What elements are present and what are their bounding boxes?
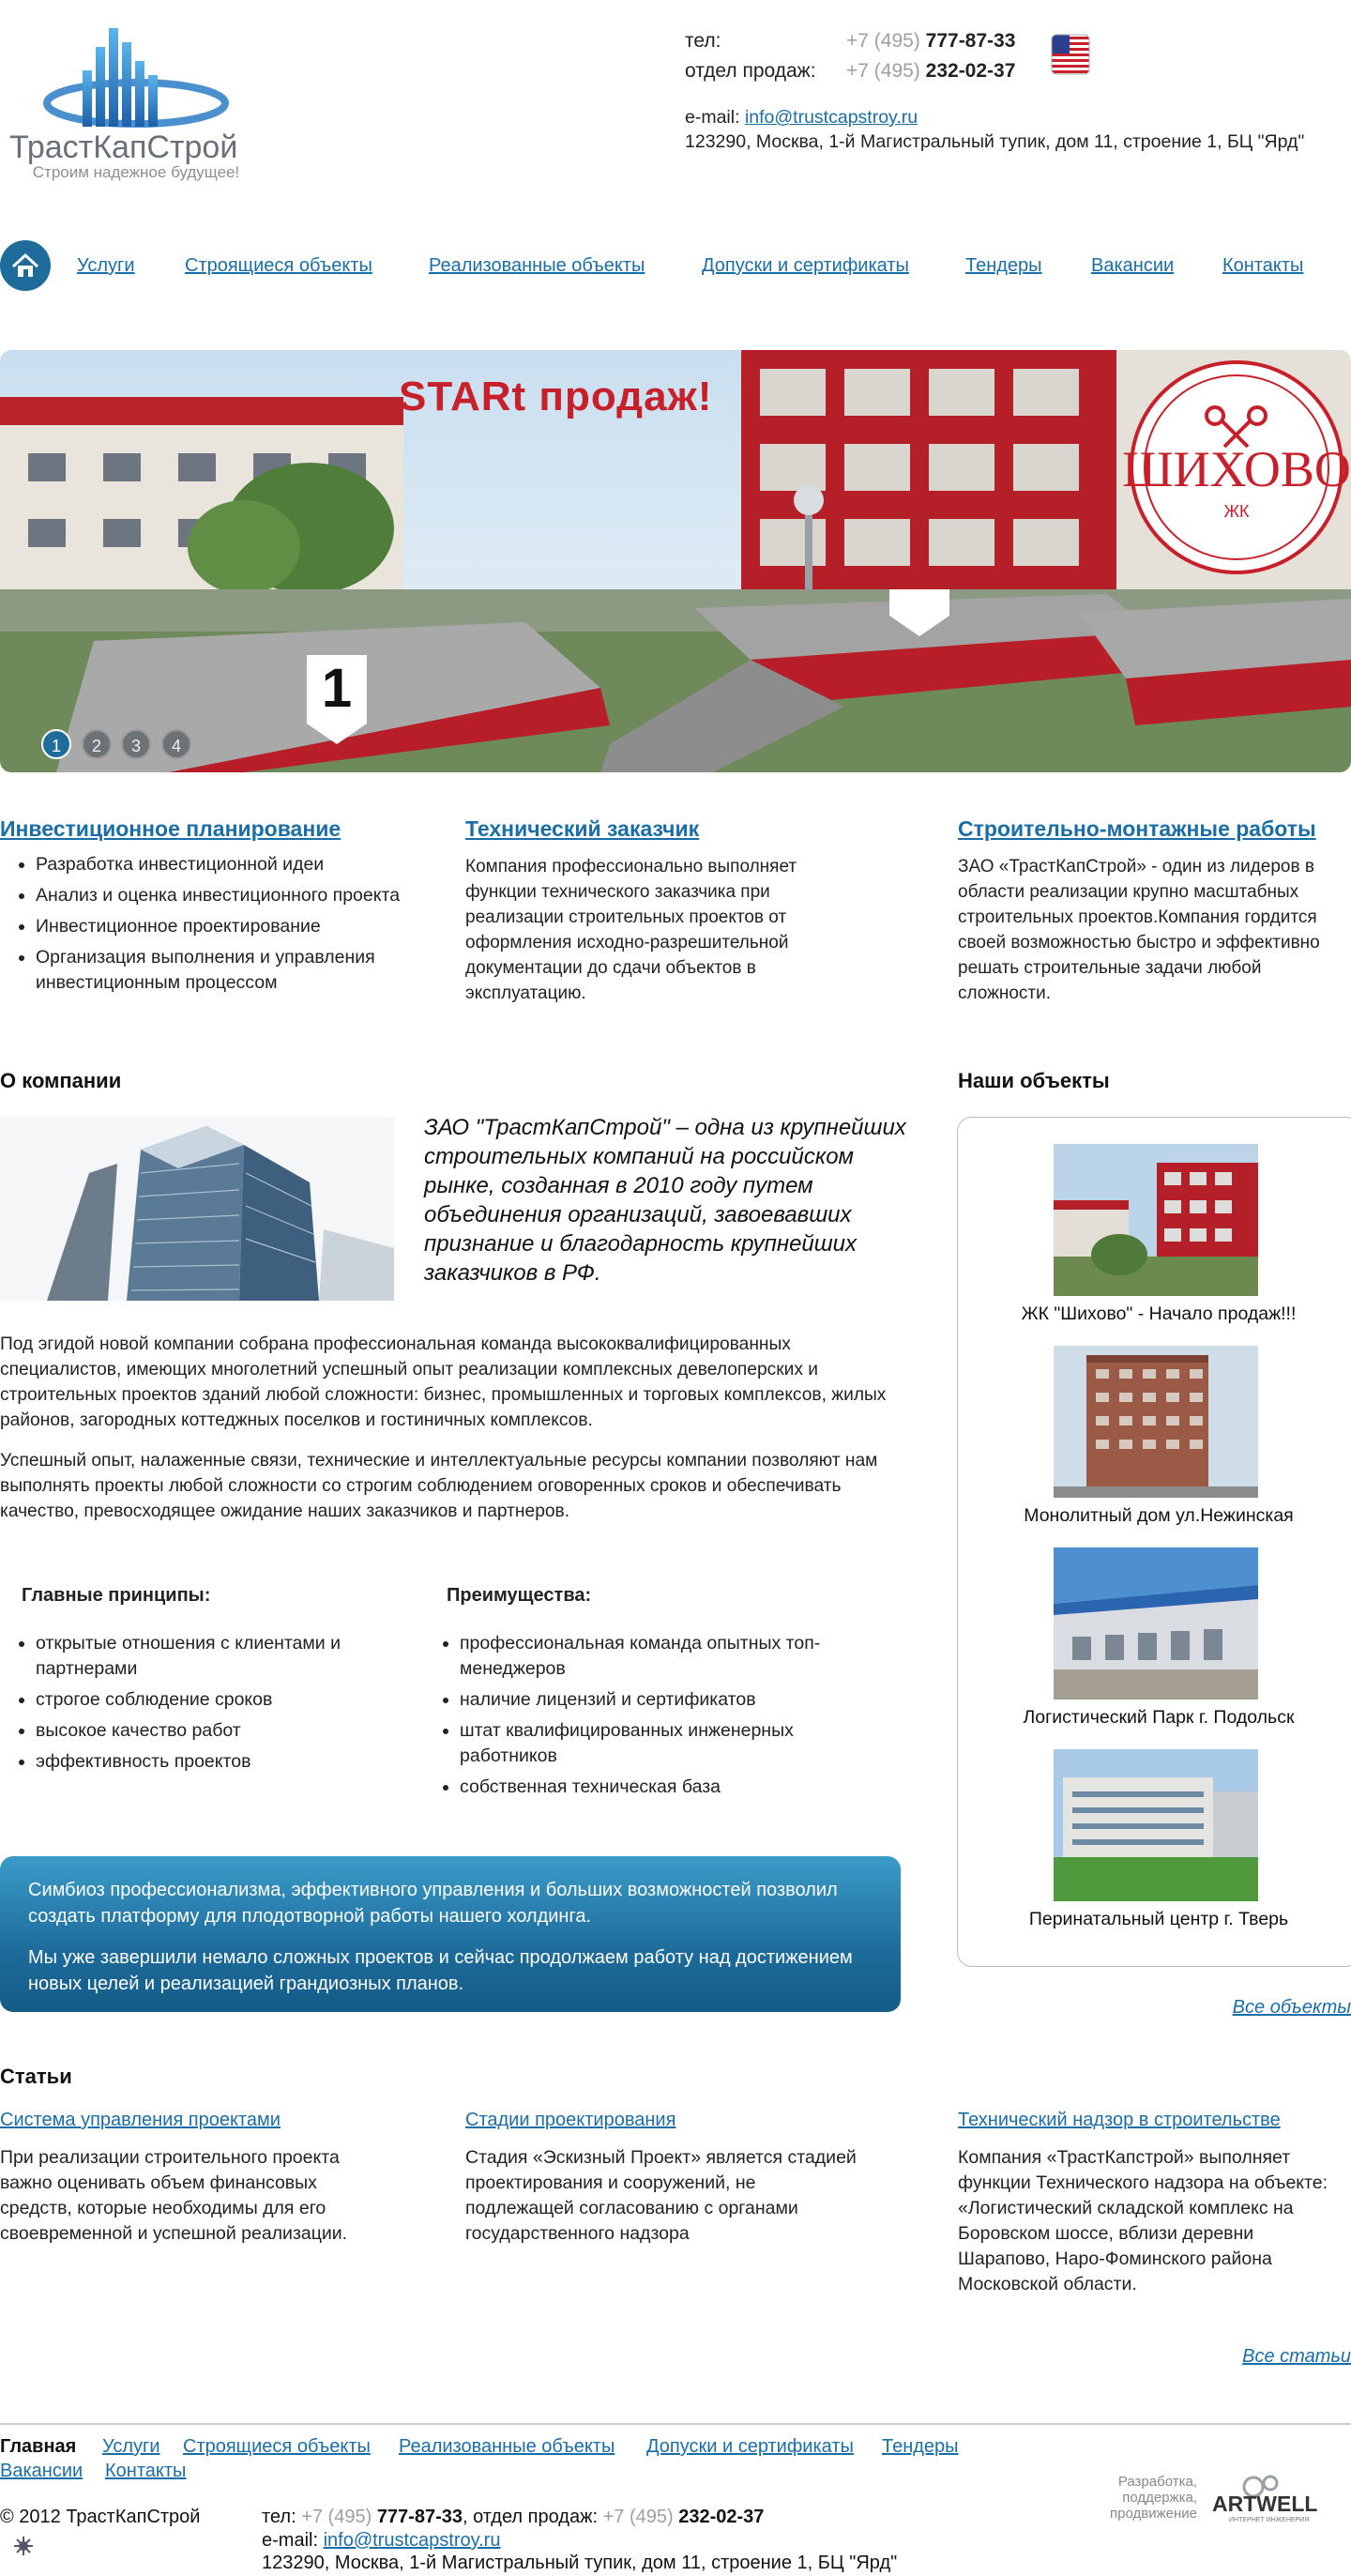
slider-dot-2[interactable]: 2: [82, 729, 112, 759]
about-paragraph-1: Под эгидой новой компании собрана профессиональная команда высококвалифицированных специалистов, имеющих многолетний успешный опыт реализации комплексных девелоперских и строительных проектов зданий любой сложности: бизнес, промышленных и торговых комплексов, жилых районов, загородных коттеджных поселков и гостиничных комплексов.: [0, 1334, 887, 1430]
counter-icon[interactable]: [13, 2536, 34, 2556]
footer-nav-completed[interactable]: Реализованные объекты: [399, 2436, 615, 2457]
list-item: • собственная техническая база: [460, 1775, 865, 1800]
copyright: © 2012 ТрастКапСтрой: [0, 2507, 201, 2527]
article-3-text: Компания «ТрастКапстрой» выполняет функции Технического надзора на объекте: «Логистический складской комплекс на Боровском шоссе, вблизи деревни Шарапово, Наро-Фоминского района Московской области.: [958, 2147, 1328, 2294]
list-item: • Организация выполнения и управления инвестиционным процессом: [36, 945, 432, 996]
list-item: • профессиональная команда опытных топ-менеджеров: [460, 1631, 865, 1682]
marker-number: 1: [321, 658, 353, 719]
list-item: • наличие лицензий и сертификатов: [460, 1687, 865, 1713]
nav-completed[interactable]: Реализованные объекты: [429, 255, 645, 276]
article-1-title[interactable]: Система управления проектами: [0, 2110, 281, 2130]
banner-title: STARt продаж!: [399, 373, 713, 419]
nav-tenders[interactable]: Тендеры: [965, 255, 1042, 276]
footer-nav-tenders[interactable]: Тендеры: [882, 2436, 959, 2457]
footer-home[interactable]: Главная: [0, 2436, 77, 2457]
list-item: • Анализ и оценка инвестиционного проекта: [36, 883, 432, 908]
object-caption-nezhinskaya[interactable]: Монолитный дом ул.Нежинская: [1024, 1505, 1294, 1526]
nav-vacancies[interactable]: Вакансии: [1091, 255, 1175, 276]
footer-phones: тел: +7 (495) 777-87-33, отдел продаж: +7 (495) 232-02-37: [262, 2507, 765, 2527]
slider-dot-3[interactable]: 3: [121, 729, 151, 759]
about-title: О компании: [0, 1069, 122, 1092]
us-flag-icon[interactable]: [1051, 34, 1090, 75]
list-item: • штат квалифицированных инженерных работников: [460, 1718, 865, 1769]
email-line: e-mail: info@trustcapstroy.ru: [685, 107, 918, 128]
article-1-text: При реализации строительного проекта важно оценивать объем финансовых средств, которые необходимы для его своевременной и успешной реализации.: [0, 2147, 348, 2244]
all-articles-link[interactable]: Все статьи: [1242, 2346, 1351, 2367]
slider-dot-4[interactable]: 4: [161, 729, 191, 759]
footer-nav-contacts[interactable]: Контакты: [105, 2461, 187, 2481]
principles-list: [0, 1631, 403, 1780]
object-image-nezhinskaya[interactable]: [1054, 1346, 1258, 1498]
object-caption-tver[interactable]: Перинатальный центр г. Тверь: [1028, 1909, 1289, 1929]
artwell-logo[interactable]: [1210, 2472, 1351, 2524]
article-2-title[interactable]: Стадии проектирования: [465, 2110, 676, 2130]
object-image-shikhovo[interactable]: [1054, 1144, 1258, 1296]
list-item: • Инвестиционное проектирование: [36, 914, 432, 939]
article-2-text: Стадия «Эскизный Проект» является стадией проектирования и сооружений, не подлежащей согласованию с органами государственного надзора: [465, 2147, 857, 2244]
article-3-title[interactable]: Технический надзор в строительстве: [958, 2110, 1281, 2130]
slider-dot-1[interactable]: 1: [41, 729, 71, 759]
feature-customer-title[interactable]: Технический заказчик: [465, 816, 700, 841]
about-paragraph-2: Успешный опыт, налаженные связи, технические и интеллектуальные ресурсы компании позволяют нам выполнять проекты любой сложности со строгим соблюдением оговоренных сроков и обеспечивать качество, превосходящее ожидание наших заказчиков и партнеров.: [0, 1451, 878, 1521]
nav-contacts[interactable]: Контакты: [1222, 255, 1304, 276]
footer-email: e-mail: info@trustcapstroy.ru: [262, 2530, 501, 2551]
list-item: • открытые отношения с клиентами и партнерами: [36, 1631, 403, 1682]
feature-construction-text: ЗАО «ТрастКапСтрой» - один из лидеров в области реализации крупно масштабных строительных проектов.Компания гордится своей возможностью быстро и эффективно решать строительные задачи любой сложности.: [958, 857, 1320, 1003]
badge-subtext: ЖК: [1223, 502, 1250, 521]
footer-divider: [0, 2423, 1351, 2425]
address: 123290, Москва, 1-й Магистральный тупик, дом 11, строение 1, БЦ "Ярд": [685, 131, 1305, 152]
object-caption-shikhovo[interactable]: ЖК "Шихово" - Начало продаж!!!: [1021, 1303, 1297, 1324]
feature-investment-list: [0, 852, 432, 1001]
footer-nav-under-construction[interactable]: Строящиеся объекты: [183, 2436, 371, 2457]
symbiosis-text-1: Симбиоз профессионализма, эффективного управления и больших возможностей позволил создать платформу для плодотворной работы нашего холдинга.: [28, 1880, 838, 1927]
feature-construction-title[interactable]: Строительно-монтажные работы: [958, 816, 1316, 841]
feature-investment-title[interactable]: Инвестиционное планирование: [0, 816, 342, 841]
nav-under-construction[interactable]: Строящиеся объекты: [185, 255, 372, 276]
all-objects-link[interactable]: Все объекты: [1232, 1997, 1351, 2018]
footer-email-link[interactable]: info@trustcapstroy.ru: [323, 2530, 501, 2551]
principles-title: Главные принципы:: [22, 1585, 211, 1606]
list-item: • Разработка инвестиционной идеи: [36, 852, 432, 877]
phone-label: тел:: [685, 30, 721, 52]
footer-nav-services[interactable]: Услуги: [102, 2436, 160, 2457]
home-icon: [0, 240, 51, 291]
sales-line: +7 (495) 232-02-37: [846, 60, 1016, 82]
symbiosis-callout: [0, 1856, 901, 2012]
feature-customer-text: Компания профессионально выполняет функции технического заказчика при реализации строительных проектов от оформления исходно-разрешительной документации до сдачи объектов в эксплуатацию.: [465, 857, 797, 1003]
footer-nav-certificates[interactable]: Допуски и сертификаты: [646, 2436, 854, 2457]
nav-certificates[interactable]: Допуски и сертификаты: [702, 255, 909, 276]
sales-label: отдел продаж:: [685, 60, 816, 82]
articles-title: Статьи: [0, 2065, 72, 2088]
artwell-brand: ARTWELL: [1212, 2492, 1318, 2516]
nav-services[interactable]: Услуги: [77, 255, 135, 276]
object-caption-podolsk[interactable]: Логистический Парк г. Подольск: [1023, 1707, 1295, 1728]
badge-text: ШИХОВО: [1122, 441, 1351, 497]
footer-address: 123290, Москва, 1-й Магистральный тупик, дом 11, строение 1, БЦ "Ярд": [262, 2553, 898, 2573]
logo-text: ТрастКапСтрой: [9, 130, 238, 165]
symbiosis-text-2: Мы уже завершили немало сложных проектов и сейчас продолжаем работу над достижением новых целей и реализацией грандиозных планов.: [28, 1947, 853, 1994]
object-image-tver[interactable]: [1054, 1749, 1258, 1901]
footer-nav-vacancies[interactable]: Вакансии: [0, 2461, 83, 2481]
objects-title: Наши объекты: [958, 1069, 1110, 1092]
list-item: • строгое соблюдение сроков: [36, 1687, 403, 1713]
list-item: • высокое качество работ: [36, 1718, 403, 1744]
advantages-list: [424, 1631, 865, 1806]
home-button[interactable]: [0, 240, 51, 291]
advantages-title: Преимущества:: [447, 1585, 592, 1606]
office-building-image: [0, 1117, 394, 1301]
email-link[interactable]: info@trustcapstroy.ru: [744, 107, 918, 128]
about-lead: ЗАО "ТрастКапСтрой" – одна из крупнейших строительных компаний на российском рынке, созданная в 2010 году путем объединения организаций, завоевавших признание и благодарность крупнейших заказчиков в РФ.: [424, 1115, 906, 1286]
list-item: • эффективность проектов: [36, 1749, 403, 1775]
tagline: Строим надежное будущее!: [32, 163, 240, 181]
developer-credit: Разработка, поддержка, продвижение: [1110, 2474, 1197, 2522]
artwell-sub: ИНТЕРНЕТ ИНЖЕНЕРИЯ: [1229, 2517, 1310, 2523]
object-image-podolsk[interactable]: [1054, 1547, 1258, 1700]
phone-line: +7 (495) 777-87-33: [846, 30, 1016, 52]
